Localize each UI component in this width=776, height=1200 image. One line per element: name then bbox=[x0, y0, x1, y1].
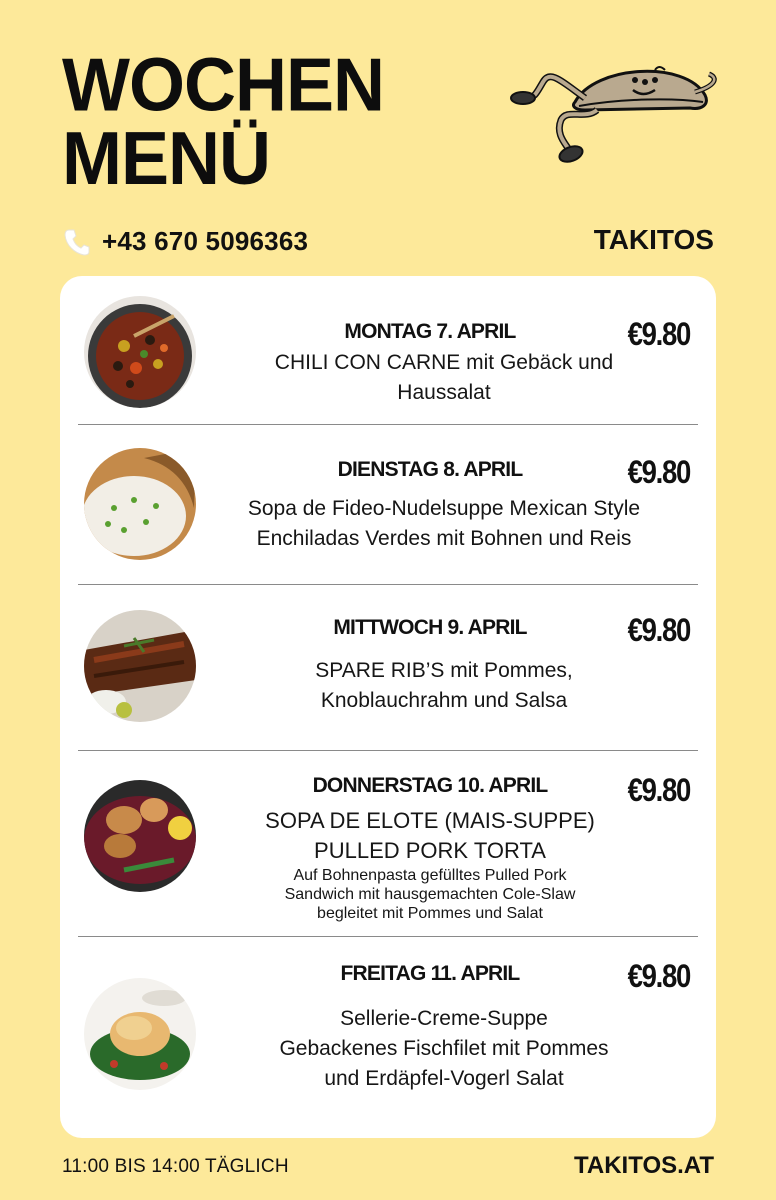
spare-ribs-photo bbox=[84, 610, 196, 722]
dish-line: SPARE RIB’S mit Pommes, bbox=[315, 659, 573, 682]
menu-item-tuesday bbox=[60, 424, 716, 584]
title-line-2: MENÜ bbox=[62, 116, 270, 201]
menu-item-wednesday bbox=[60, 584, 716, 750]
chili-con-carne-photo bbox=[84, 296, 196, 408]
price-label: €9.80 bbox=[627, 316, 690, 352]
dish-line: Knoblauchrahm und Salsa bbox=[320, 689, 568, 712]
price-label: €9.80 bbox=[627, 612, 690, 648]
dish-description bbox=[200, 348, 688, 408]
rice-enchiladas-photo bbox=[84, 448, 196, 560]
menu-item-thursday bbox=[60, 750, 716, 936]
dish-line: Haussalat bbox=[397, 381, 491, 404]
dish-line: und Erdäpfel-Vogerl Salat bbox=[324, 1067, 564, 1090]
dish-detail-line: Sandwich mit hausgemachten Cole-Slaw bbox=[284, 886, 576, 903]
taco-mascot-icon bbox=[505, 50, 720, 170]
day-label: FREITAG 11. APRIL bbox=[340, 962, 520, 985]
page-title bbox=[62, 43, 384, 201]
day-label: DONNERSTAG 10. APRIL bbox=[312, 774, 548, 797]
day-label: MONTAG 7. APRIL bbox=[344, 320, 516, 343]
day-label: DIENSTAG 8. APRIL bbox=[337, 458, 523, 481]
menu-card bbox=[60, 276, 716, 1138]
phone-number: +43 670 5096363 bbox=[102, 226, 309, 256]
dish-description bbox=[180, 806, 680, 923]
price-label: €9.80 bbox=[627, 454, 690, 490]
day-label: MITTWOCH 9. APRIL bbox=[333, 616, 527, 639]
dish-description bbox=[200, 1004, 688, 1094]
phone-icon bbox=[62, 227, 92, 257]
dish-line: SOPA DE ELOTE (MAIS-SUPPE) bbox=[265, 808, 595, 833]
dish-line: Sellerie-Creme-Suppe bbox=[340, 1007, 548, 1030]
dish-line: Gebackenes Fischfilet mit Pommes bbox=[279, 1037, 609, 1060]
website-link[interactable]: TAKITOS.AT bbox=[574, 1152, 714, 1179]
dish-detail-line: begleitet mit Pommes und Salat bbox=[317, 905, 543, 922]
dish-line: Sopa de Fideo-Nudelsuppe Mexican Style bbox=[247, 497, 641, 520]
dish-line: CHILI CON CARNE mit Gebäck und bbox=[274, 351, 614, 374]
price-label: €9.80 bbox=[627, 772, 690, 808]
menu-item-monday bbox=[60, 276, 716, 424]
dish-line: PULLED PORK TORTA bbox=[314, 838, 546, 863]
dish-line: Enchiladas Verdes mit Bohnen und Reis bbox=[256, 527, 632, 550]
price-label: €9.80 bbox=[627, 958, 690, 994]
dish-description bbox=[200, 494, 688, 554]
fish-fillet-photo bbox=[84, 978, 196, 1090]
dish-description bbox=[200, 656, 688, 716]
title-line-1: WOCHEN bbox=[62, 43, 384, 128]
dish-detail-line: Auf Bohnenpasta gefülltes Pulled Pork bbox=[293, 867, 567, 884]
phone-contact[interactable] bbox=[62, 226, 308, 257]
opening-hours: 11:00 BIS 14:00 TÄGLICH bbox=[62, 1156, 289, 1177]
brand-name: TAKITOS bbox=[593, 224, 714, 255]
menu-item-friday bbox=[60, 936, 716, 1136]
